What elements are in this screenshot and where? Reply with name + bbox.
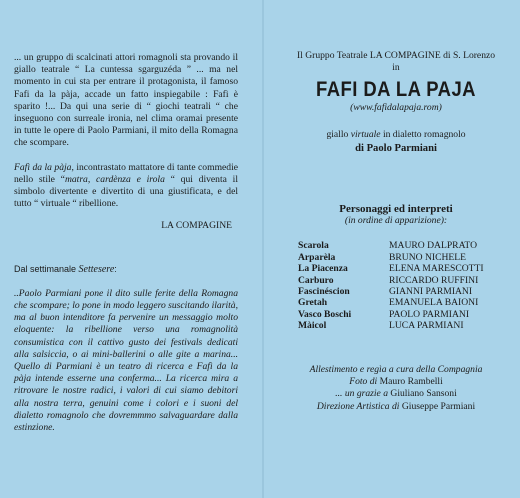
show-title: FAFI DA LA PAJA [316,78,476,102]
intro-paragraph: ... un gruppo di scalcinati attori romagnoli sta provando il giallo teatrale “ La cuntessa sgarguzéda ” ... ma nel momento in cui sta per entrare il protagonista, il famoso Fafi da la pàja, accade un fatto inspiegabile : Fafì è sparito !... Da qui una serie di “ giochi teatrali “ che inseguono con surreale ironia, nel clima oramai presente in tutte le opere di Paolo Parmiani, il mito della Romagna che scompare. [14,52,238,149]
in-label: in [392,62,400,74]
cast-table [298,240,484,331]
cast-row [298,252,484,263]
press-colon: : [114,263,117,274]
credit-value: Giuliano Sansoni [388,388,457,400]
cast-row [298,263,484,274]
cast-role: Màicol [298,320,327,332]
press-heading [14,263,238,276]
credit-value: Mauro Rambelli [377,376,443,388]
intro2-text-b: “ qui diventa il simbolo divertente e divertito di una giustificata, e del tutto “ virtuale “ ribellione. [14,173,238,210]
cast-heading: Personaggi ed interpreti [339,203,453,216]
cast-row [298,297,484,308]
cast-actor: EMANUELA BAIONI [389,297,479,309]
cast-actor: MAURO DALPRATO [389,240,478,252]
credit-value: Giuseppe Parmiani [399,400,476,412]
press-quote: ..Paolo Parmiani pone il dito sulle ferite della Romagna che scompare; lo pone in modo leggero suscitando ilarità, ma al buon intenditore fa pervenire un messaggio molto eloquente: la ribellione verso una romagnolità consumistica con il cattivo gusto dei festivals dedicati alla salsiccia, o ai mini-ballerini o alle gite a marina... Quello di Parmiani è un teatro di ricerca e Fafì da la pàja intende esserne una conferma... La ricerca mira a ritrovare le nostre radici, i valori di cui siamo debitori alla nostra terra, genuini come i colori e i suoni del dialetto romagnolo che dovremmmo salvaguardare dalla estinzione. [14,287,238,434]
author: di Paolo Parmiani [355,142,437,154]
credit-line [280,376,512,388]
cast-role: Scarola [298,240,329,252]
cast-subheading: (in ordine di apparizione): [344,215,448,227]
genre-b: in dialetto romagnolo [380,128,466,140]
intro-paragraph-2 [14,162,238,211]
signature: LA COMPAGINE [161,220,232,232]
cast-row [298,309,484,320]
cast-row [298,320,484,331]
cast-role: Gretah [298,297,328,309]
credits [280,364,512,414]
credit-label: Foto di [349,376,378,388]
cast-role: Carburo [298,274,334,286]
press-source: Settesere [78,263,115,275]
cast-actor: LUCA PARMIANI [389,320,464,332]
intro2-lead: Fafì da la pàja [14,161,72,173]
cast-role: Arparèla [298,251,336,263]
genre-a: giallo [326,128,351,140]
cast-row [298,275,484,286]
show-url: (www.fafidalapaja.rom) [350,102,442,114]
credit-label: ... un grazie a [335,388,388,400]
cast-role: La Piacenza [298,263,348,275]
presenter: Il Gruppo Teatrale LA COMPAGINE di S. Lorenzo [296,50,496,61]
credit-label: Allestimento e regìa a cura della Compagnia [309,363,483,375]
genre [280,129,512,141]
credit-line [280,388,512,400]
credit-line [280,364,512,376]
page-fold [262,0,264,498]
press-label: Dal settimanale [14,263,79,274]
credit-label: Direzione Artistica di [316,400,400,412]
genre-emphasis: virtuale [350,128,381,140]
right-panel [268,0,520,498]
intro2-text-a: , incontrastato mattatore di tante commedie nello stile “ [14,161,239,185]
cast-actor: BRUNO NICHELE [389,251,467,263]
cast-row [298,286,484,297]
cast-row [298,240,484,251]
cast-actor: ELENA MARESCOTTI [389,263,484,275]
cast-actor: PAOLO PARMIANI [389,308,470,320]
cast-role: Fascinéscion [298,286,350,298]
cast-actor: RICCARDO RUFFINI [389,274,479,286]
intro2-emphasis: matra, cardènza e irola [64,173,165,185]
credit-line [280,401,512,413]
cast-actor: GIANNI PARMIANI [389,286,473,298]
cast-role: Vasco Boschi [298,308,352,320]
